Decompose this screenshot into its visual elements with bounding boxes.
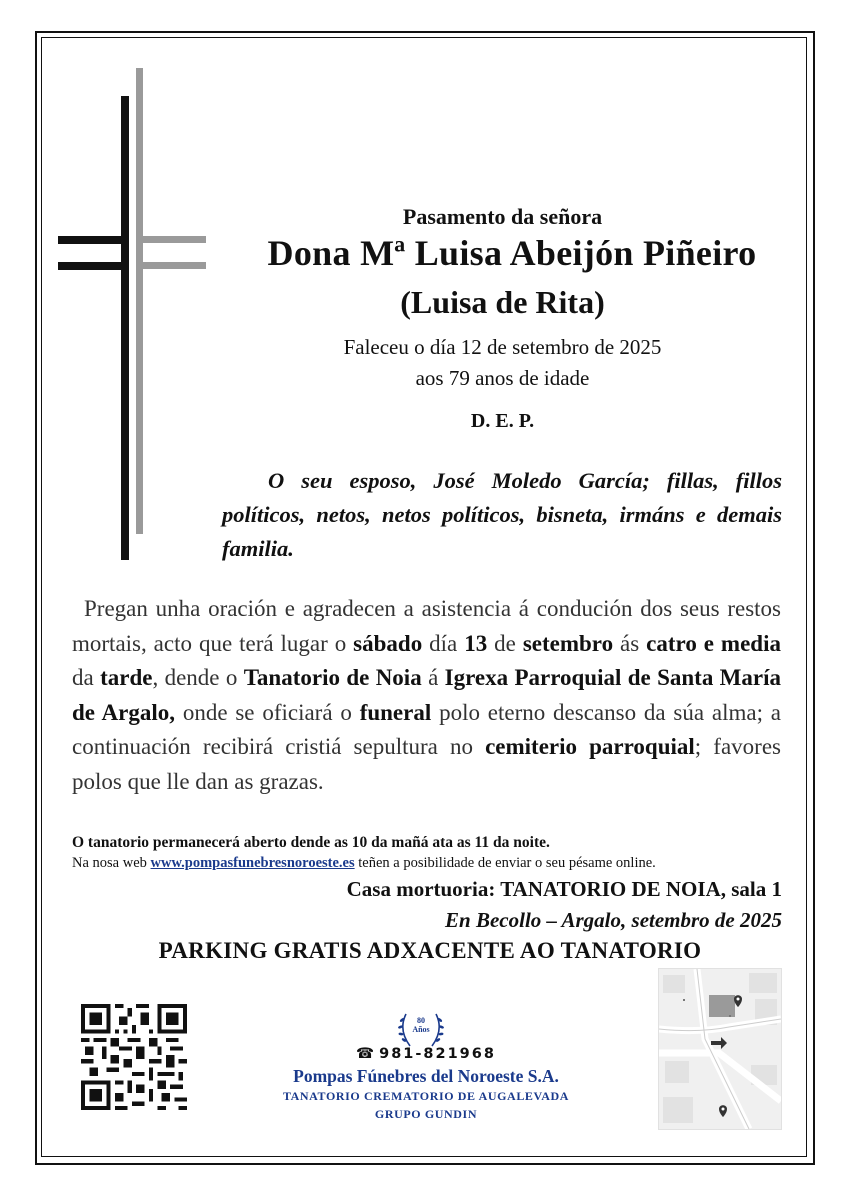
announcement-date: 13 (464, 630, 488, 656)
cross-black-vertical (121, 96, 129, 560)
announcement-origin: Tanatorio de Noia (243, 665, 422, 690)
cross-gray-vertical (136, 68, 143, 534)
announcement-month: setembro (522, 630, 614, 656)
family-paragraph (222, 464, 782, 566)
announcement-church: Igrexa Parroquial de Santa María de Argalo, (72, 665, 781, 725)
announcement-text: ; favores polos que lle dan as grazas. (72, 734, 781, 794)
web-note-prefix: Na nosa web (72, 855, 147, 871)
age-line: aos 79 anos de idade (415, 366, 590, 390)
dep-text: D. E. P. (470, 410, 535, 432)
cross-gray-horizontal (136, 236, 206, 243)
phone-number[interactable]: 981-821968 (379, 1046, 496, 1062)
announcement-funeral: funeral (359, 699, 432, 725)
deceased-name: Dona Mª Luisa Abeijón Piñeiro (267, 233, 757, 273)
logo-number: 80 (417, 1016, 425, 1025)
cross-gray-horizontal-right (136, 262, 206, 269)
deceased-nickname: (Luisa de Rita) (400, 284, 605, 320)
announcement-text: polo eterno descanso da súa alma; a continuación recibirá cristiá sepultura no (72, 699, 782, 759)
announcement-text: de (487, 630, 523, 656)
parking-notice: PARKING GRATIS ADXACENTE AO TANATORIO (158, 938, 702, 963)
notice-subtitle: Pasamento da señora (402, 204, 603, 229)
announcement-text: onde se oficiará o (175, 699, 360, 725)
web-note (72, 855, 656, 872)
map-graphic (659, 969, 781, 1129)
announcement-cemetery: cemiterio parroquial (485, 734, 695, 759)
death-date: Faleceu o día 12 de setembro de 2025 (343, 335, 662, 359)
announcement-day: sábado (353, 630, 423, 656)
phone-icon: ☎ (356, 1046, 377, 1062)
crematorio-name: TANATORIO CREMATORIO DE AUGALEVADA (282, 1089, 570, 1103)
logo-years: Años (412, 1025, 430, 1034)
casa-mortuoria: Casa mortuoria: TANATORIO DE NOIA, sala 1 (346, 877, 782, 901)
company-name: Pompas Fúnebres del Noroeste S.A. (293, 1066, 559, 1086)
announcement-text: día (422, 630, 465, 656)
logo-text (400, 1016, 442, 1034)
cross-black-horizontal-top (58, 236, 128, 244)
cross-black-horizontal-bottom (58, 262, 128, 270)
announcement-text: Pregan unha oración e agradecen a asistencia á condución dos seus restos mortais, acto que terá lugar o (72, 596, 781, 656)
website-link[interactable]: www.pompasfunebresnoroeste.es (150, 855, 355, 871)
announcement-period: tarde (100, 665, 153, 690)
location-map[interactable] (658, 968, 782, 1130)
family-text: O seu esposo, José Moledo García; fillas, fillos políticos, netos, netos políticos, bisneta, irmáns e demais familia. (222, 468, 782, 561)
web-note-suffix: teñen a posibilidade de enviar o seu pésame online. (358, 855, 656, 871)
tanatorio-hours: O tanatorio permanecerá aberto dende as 10 da mañá ata as 11 da noite. (72, 834, 550, 851)
group-name: GRUPO GUNDIN (374, 1107, 478, 1121)
announcement-paragraph (72, 592, 781, 799)
place-date: En Becollo – Argalo, setembro de 2025 (445, 908, 782, 932)
announcement-text: da (72, 665, 101, 690)
announcement-text: ás (613, 630, 647, 656)
qr-code[interactable] (81, 1004, 187, 1110)
phone-line (300, 1046, 552, 1062)
announcement-time: catro e media (646, 630, 781, 656)
announcement-text: á (421, 665, 445, 690)
announcement-text: , dende o (152, 665, 244, 690)
